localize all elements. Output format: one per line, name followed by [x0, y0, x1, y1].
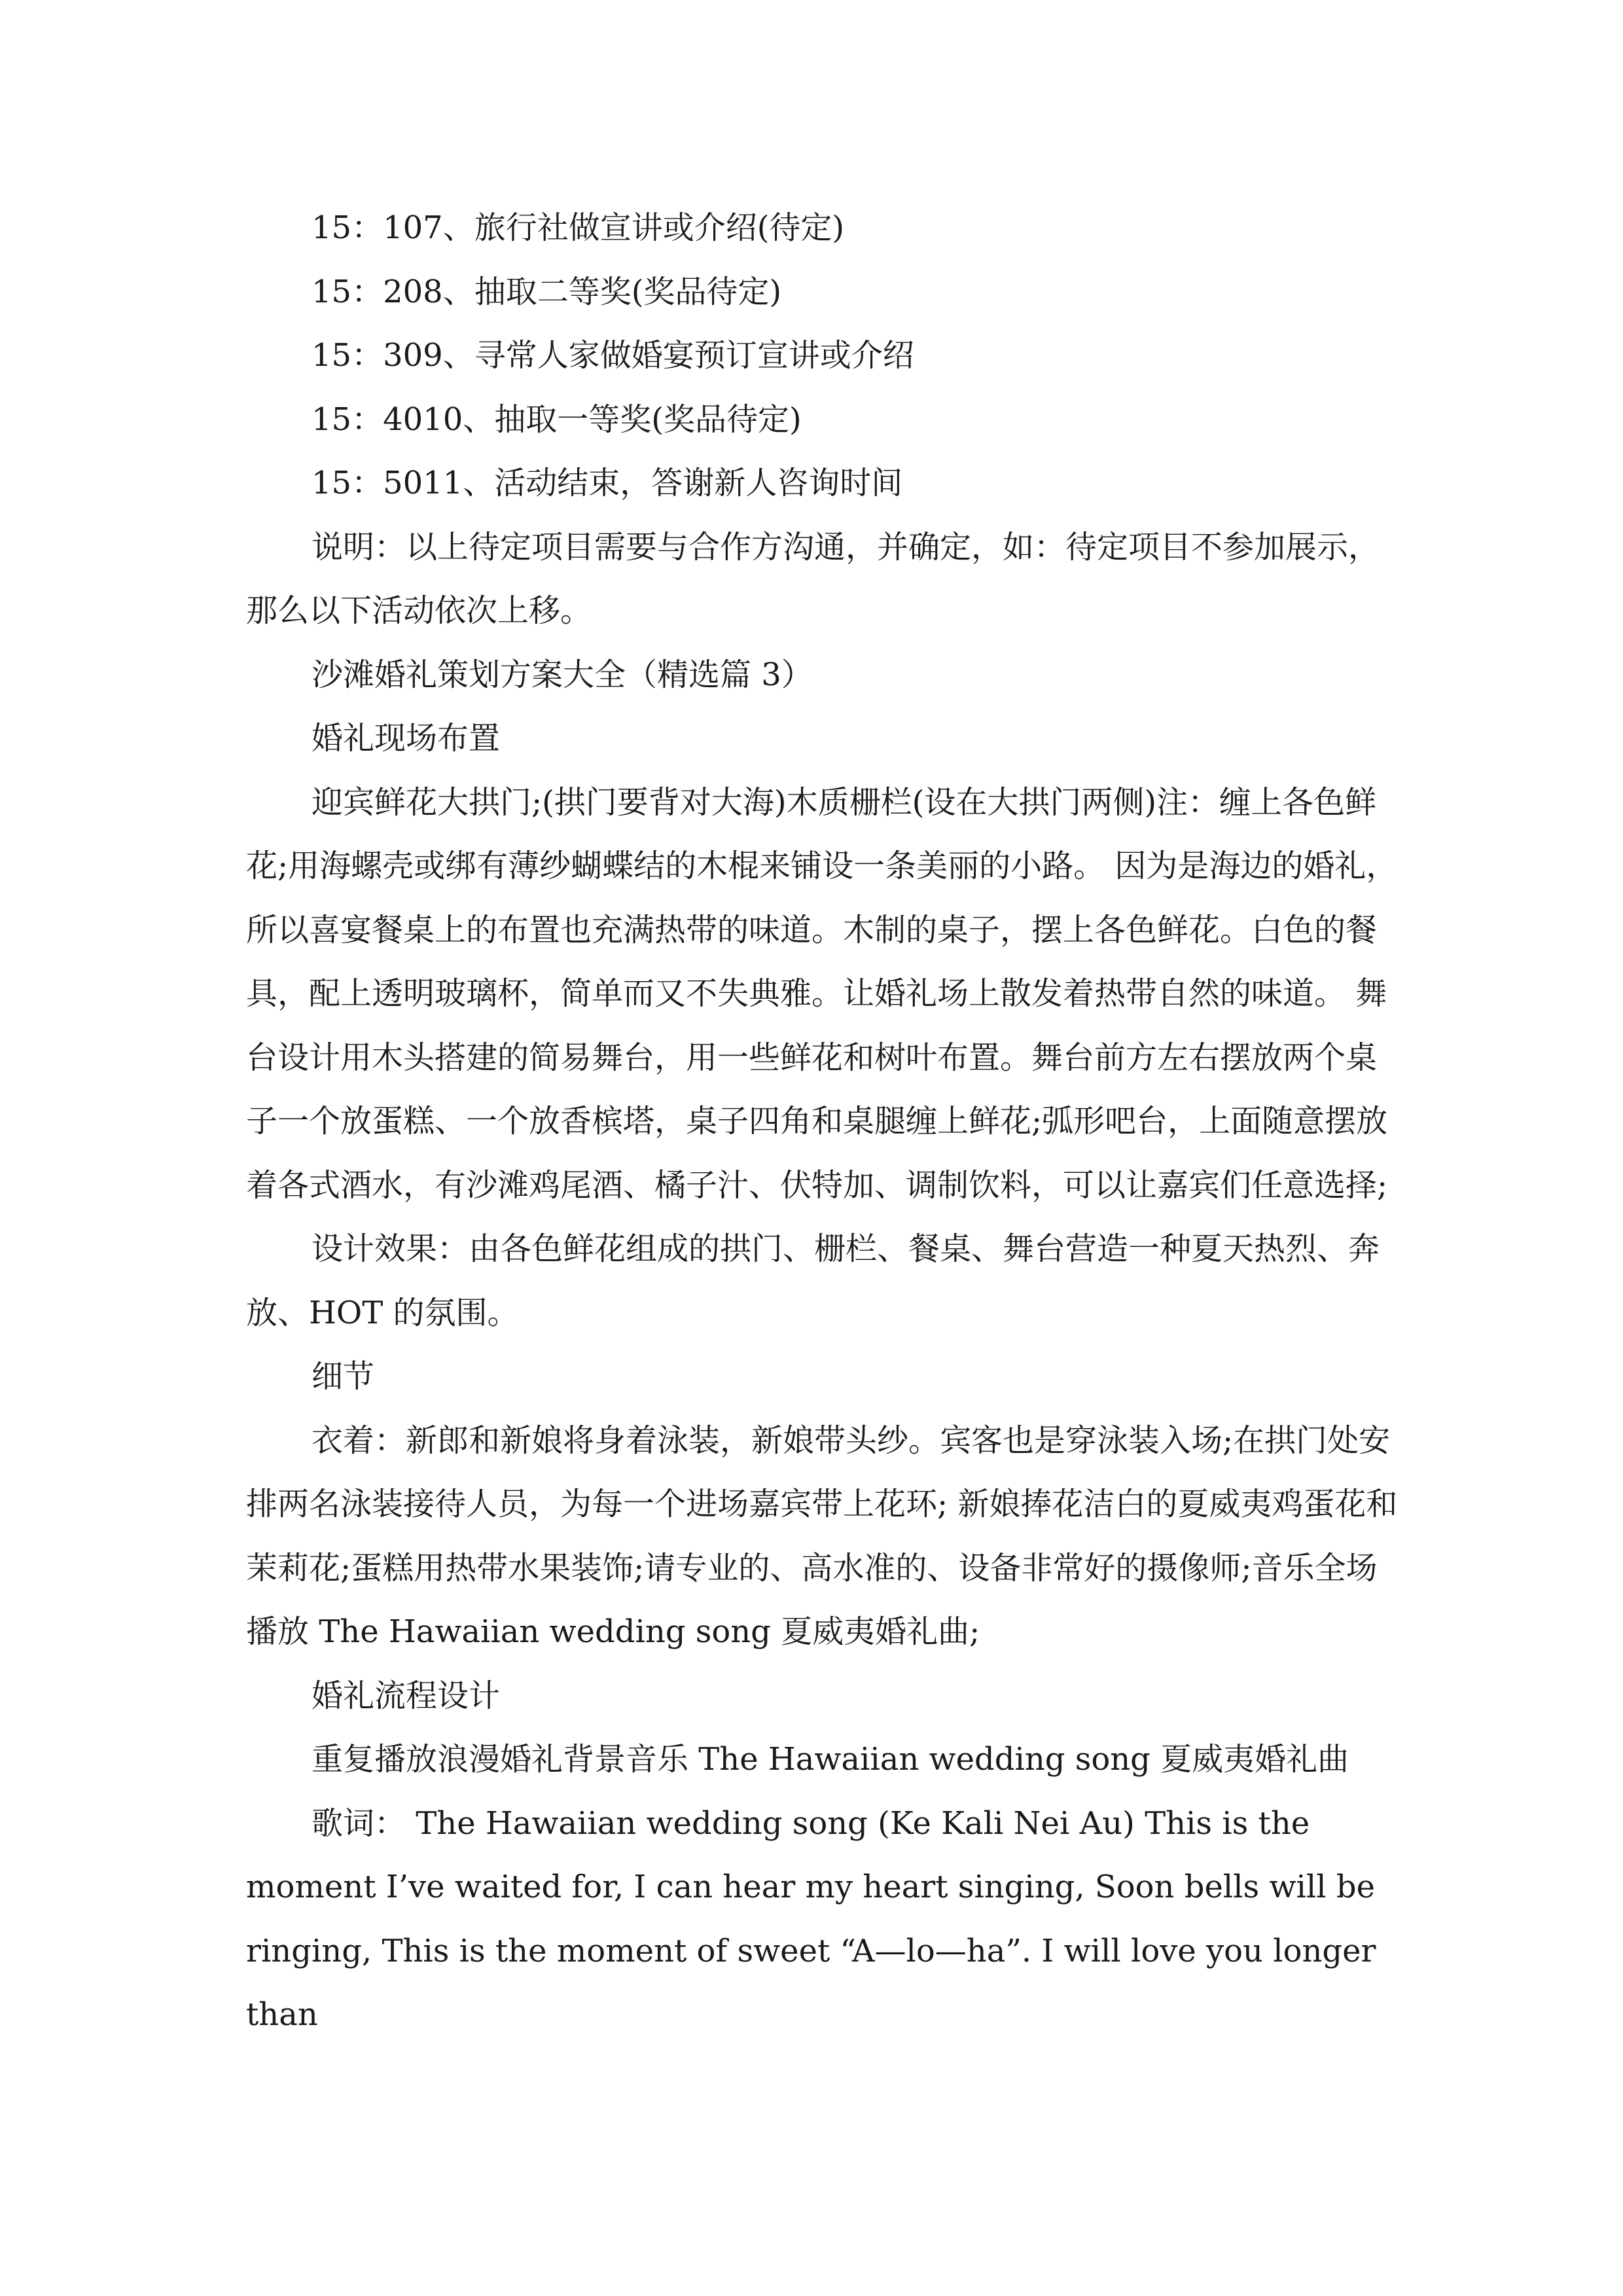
venue-heading: 婚礼现场布置 [312, 720, 501, 757]
document-body [246, 196, 1404, 2047]
schedule-line-5: 15：5011、活动结束，答谢新人咨询时间 [312, 465, 903, 501]
schedule-line-2: 15：208、抽取二等奖(奖品待定) [312, 273, 782, 310]
lyrics-paragraph: 歌词： The Hawaiian wedding song (Ke Kali Nei Au) This is the moment I’ve waited for, I can hear my heart singing, Soon bells will be ringing, This is the moment of sweet “A—lo—ha”. I will love you longer than [246, 1804, 1376, 2033]
schedule-line-4: 15：4010、抽取一等奖(奖品待定) [312, 401, 802, 438]
venue-paragraph: 迎宾鲜花大拱门;(拱门要背对大海)木质栅栏(设在大拱门两侧)注：缠上各色鲜花;用海螺壳或绑有薄纱蝴蝶结的木棍来铺设一条美丽的小路。 因为是海边的婚礼，所以喜宴餐桌上的布置也充满热带的味道。木制的桌子，摆上各色鲜花。白色的餐具，配上透明玻璃杯，简单而又不失典雅。让婚礼场上散发着热带自然的味道。 舞台设计用木头搭建的简易舞台，用一些鲜花和树叶布置。舞台前方左右摆放两个桌子一个放蛋糕、一个放香槟塔，桌子四角和桌腿缠上鲜花;弧形吧台，上面随意摆放着各式酒水，有沙滩鸡尾酒、橘子汁、伏特加、调制饮料，可以让嘉宾们任意选择; [246, 783, 1398, 1204]
section-title: 沙滩婚礼策划方案大全（精选篇 3） [312, 656, 813, 693]
schedule-line-3: 15：309、寻常人家做婚宴预订宣讲或介绍 [312, 337, 914, 374]
flow-heading: 婚礼流程设计 [312, 1677, 501, 1714]
schedule-line-1: 15：107、旅行社做宣讲或介绍(待定) [312, 209, 845, 246]
details-paragraph: 衣着：新郎和新娘将身着泳装，新娘带头纱。宾客也是穿泳装入场;在拱门处安排两名泳装接待人员，为每一个进场嘉宾带上花环; 新娘捧花洁白的夏威夷鸡蛋花和茉莉花;蛋糕用热带水果装饰;请专业的、高水准的、设备非常好的摄像师;音乐全场播放 The Hawaiian wedding song 夏威夷婚礼曲; [246, 1422, 1398, 1650]
note-paragraph: 说明：以上待定项目需要与合作方沟通，并确定，如：待定项目不参加展示，那么以下活动依次上移。 [246, 528, 1380, 629]
details-heading: 细节 [312, 1358, 375, 1395]
flow-music-line: 重复播放浪漫婚礼背景音乐 The Hawaiian wedding song 夏威夷婚礼曲 [312, 1741, 1349, 1778]
design-effect-paragraph: 设计效果：由各色鲜花组成的拱门、栅栏、餐桌、舞台营造一种夏天热烈、奔放、HOT 的氛围。 [246, 1230, 1380, 1331]
